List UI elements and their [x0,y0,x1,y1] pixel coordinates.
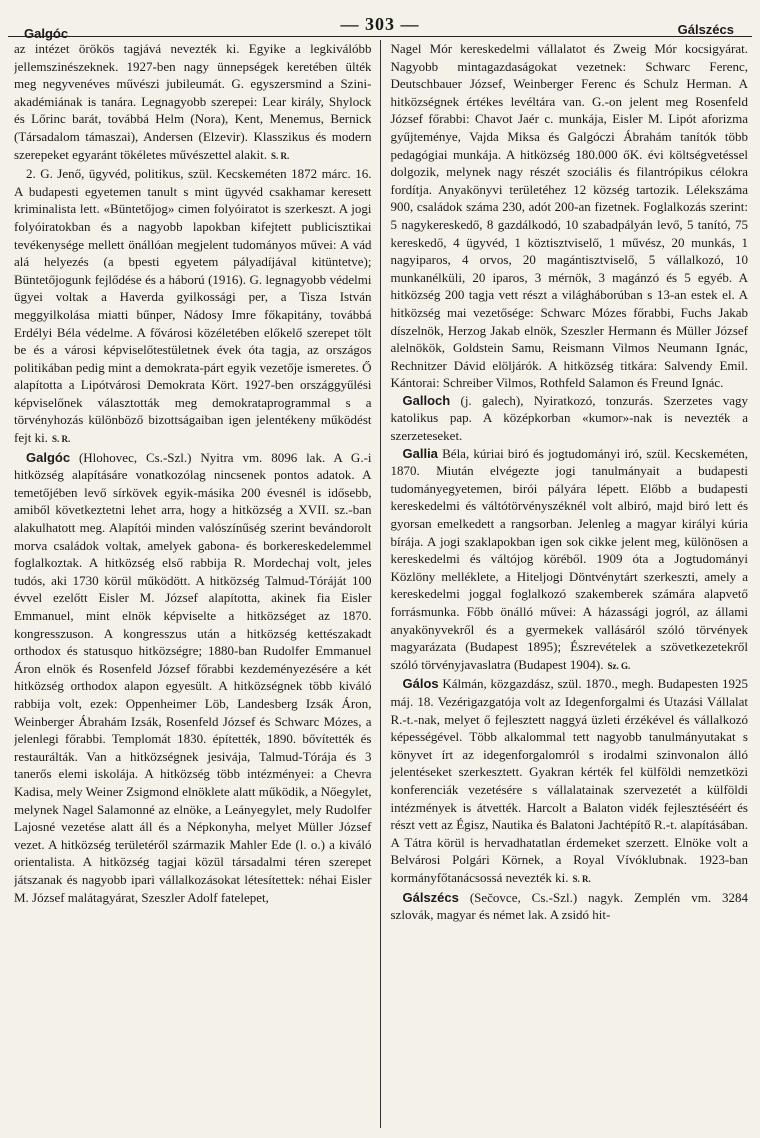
left-column [14,40,380,1128]
entry-text: (j. galech), Nyiratkozó, tonzurás. Szerzetes vagy katolikus pap. A középkorban «kumor»-nak is nevezték a szerzeteseket. [390,392,748,444]
entry [14,165,372,449]
entry-signature: S. R. [572,873,591,884]
entry [391,889,749,924]
entry-text: 2. G. Jenő, ügyvéd, politikus, szül. Kecskeméten 1872 márc. 16. A budapesti egyetemen tanult s mint ügyvéd csakhamar keresett kriminalista lett. «Büntetőjog» cimen folyóiratot is szerkeszt. A jogi folyóiratokban és a nagyobb lapokban kifejtett publicisztikai tevékenysége mellett önállóan megjelent tudományos művei: A vád alá helyezés (a bpesti egyetem pályadíjával kitüntetve); Büntetőjogunk fejlődése és a háború (1916). G. legnagyobb védelmi ügyei voltak a Haverda gyilkossági per, a Tisza István meggyilkolása miatti bűnper, Nádosy Imre főkapitány, továbbá Erdélyi Béla védelme. A fővárosi közéletében előkelő szerepet tölt be és a városi képviselőtestületnek évek óta tagja, az országos politikában pedig mint a demokrata-párt egyik vezetője ismeretes. Ő alapította a Lipótvárosi Demokrata Kört. 1927-ben országgyűlési képviselőnek választották meg demokrataprogrammal s a törvényhozás különböző bizottságaiban igen jelentékeny működést fejt ki. [14,166,372,446]
header-right-keyword: Gálszécs [677,22,734,37]
entry-headword: Gálos [402,676,439,692]
entry-headword: Gálszécs [402,889,459,905]
text-columns [14,40,748,1128]
entry [391,675,749,888]
entry-signature: Sz. G. [607,660,631,671]
header-rule [8,36,752,37]
entry-text: (Hlohovec, Cs.-Szl.) Nyitra vm. 8096 lak. A G.-i hitközség alapításáre vonatkozólag nincsenek pontos adatok. A temetőjében levő sírkövek egyik-másika 200 évesnél is idősebb, amiből következtetni lehet arra, hogy a hitközség a XVII. sz.-ban alakulhatott meg. Alapítói minden valószínűség szerint bevándorolt morva családok voltak, amelyek gabona- és borkereskedelemmel foglalkoztak. A hitközség első rabbija R. Mordechaj volt, jeles tudós, aki 1730 körül működött. A hitközség Talmud-Tóráját 100 évvel ezelőtt Eisler M. József alapította, akinek fia Eisler Emmanuel, mint elnök képviselte a hitközséget az 1870. kongresszuson. A kongresszus után a hitközség kettészakadt orthodox és statusquo hitközségre; 1880-ban Rudolfer Emmanuel Áron elnök és Rosenfeld József főrabbi kezdeményezésére a két hitközség orthodox alapon egyesült. A hitközségnek több kiváló rabbija volt, ezek: Oppenheimer Löb, Landesberg Izsák Áron, Weinberger Ábrahám Izsák, Rosenfeld József és Schwarc Mózes, a jelenlegi főrabbi. Templomát 1830. építették, 1890. bővítették és restaurálták. Van a hitközségnek jesivája, Talmud-Tórája és 3 tanerős elemi iskolája. A hitközség több intézményei: a Chevra Kadisa, mely Weiner Zsigmond elnöklete alatt működik, a Nőegylet, melynek Nagel Salamonné az elnöke, a Leányegylet, mely Rudolfer Lajosné vezetése alatt áll és a Népkonyha, melyet Müller József vezet. A hitközség területéről származik Mahler Ede (l. o.) a kiváló orientalista. A hitközség tagjai közül társadalmi téren szerepet játszanak és nagyobb ipari vállalkozásokat létesítettek: néhai Eisler M. József malátagyárat, Szeszler Adolf fatelepet, [14,449,372,905]
entry-headword: Galgóc [26,449,71,465]
entry-text: Béla, kúriai biró és jogtudományi iró, szül. Kecskeméten, 1870. Miután elvégezte jogi tanulmányait a budapesti tudományegyetemen, birói pályára lépett. Előbb a budapesti kereskedelmi és váltótörvényszéknél volt albiró, majd biró lett és gyorsan emelkedett a rangsorban. Jelenleg a magyar királyi kúria bírája. A jogi szaklapokban igen sok cikke jelent meg, különösen a kereskedelmi és váltójog köréből. 1909 óta a Jogtudományi Közlöny melléklete, a Hiteljogi Döntvénytárt szerkeszti, amely a kereskedelmi joggal foglalkozó szakemberek számára alapvető forrásmunka. Főbb önálló művei: A házassági jogról, az állami anyakönyvekről és a gyermekek vallásáról szóló törvények magyarázata (Budapest 1895); Észrevételek a szövetkezetekről szóló törvényjavaslatra (Budapest 1904). [390,445,748,672]
entry [391,392,749,445]
entry-headword: Gallia [402,445,438,461]
entry-signature: S. R. [271,150,290,161]
right-column [380,40,749,1128]
entry-text: az intézet örökös tagjává nevezték ki. Egyike a legkiválóbb jellemszinészeknek. 1927-ben nagy ünnepségek keretében ülték meg negyvenéves művészi jubileumát. G. egyszersmind a Szini-akadémiának is tanára. Legnagyobb szerepei: Lear király, Shylock és Lőrinc barát, továbbá Helm (Nora), Kent, Menemus, Bernick (Társadalom támaszai), Andersen (Elzevir). Klasszikus és modern szerepeket egyaránt tökéletes művészettel alakit. [14,41,372,162]
entry-text: Nagel Mór kereskedelmi vállalatot és Zweig Mór kocsigyárat. Nagyobb mintagazdaságokat vezetnek: Schwarc Ferenc, Deutschbauer József, Weinberger Ferenc és Schulz Herman. A hitközségnek értékes levéltára van. G.-on jelent meg Rosenfeld József főrabbi: Chavot Jaér c. munkája, Eisler M. Lipót aforizma gyűjteménye, Vajda Miksa és Galgóczi Ábrahám tanítók több pedagógiai munkája. A hitközség 180.000 őK. évi költségvetéssel dolgozik, melynek nagy részét szociális és filantrópikus célokra fordítja. Anyakönyvi területéhez 12 község tartozik. Lélekszáma 900, családok száma 230, adót 200-an fizetnek. Foglalkozás szerint: 5 nagykereskedő, 8 gazdálkodó, 10 szabadpályán levő, 5 tanító, 75 kereskedő, 4 ügyvéd, 1 köztisztviselő, 1 művész, 20 munkás, 1 nagyiparos, 4 orvos, 20 magántisztviselő, 5 vállalkozó, 10 munkanélküli, 20 iparos, 3 mérnök, 3 magánzó és 5 egyéb. A hitközség 200 tagja vett részt a világháborúban s 13-an estek el. A hitközség mai vezetősége: Schwarc Mózes főrabbi, Fuchs Jakab díszelnök, Herzog Jakab elnök, Szeszler Hermann és Müller József alelnökök, Goldstein Samu, Reismann Vilmos Neumann Ignác, Rechnitzer Dávid elöljárók. A hitközség titkára: Salvendy Emil. Kántorai: Schreiber Vilmos, Rothfeld Salamon és Freund Ignác. [390,41,748,391]
entry-signature: S. R. [51,434,71,445]
entry [391,40,749,392]
entry [391,445,749,676]
page-number: — 303 — [340,14,420,34]
entry-text: (Sečovce, Cs.-Szl.) nagyk. Zemplén vm. 3284 szlovák, magyar és német lak. A zsidó hit- [390,889,748,923]
entry [14,449,372,906]
header-left-keyword: Galgóc [24,26,69,41]
entry-text: Kálmán, közgazdász, szül. 1870., megh. Budapesten 1925 máj. 18. Vezérigazgatója volt az Idegenforgalmi és Utazási Vállalat R.-t.-nak, melyet ő fejlesztett naggyá üzleti érzékével és vállalkozó képességével. Több alkalommal tett nagyobb tanulmányutakat s könyvet írt az idegenforgalomról s irodalmi szinvonalon álló jelentéseket szerkesztett. Gyakran kérték fel külföldi nemzetközi konferenciák vezetésére s vállalatainak szervezetét a külföldi intézmények is átvették. Harcolt a Balaton vidék fejlesztéséért és részt vett az Égisz, Nautika és Balatoni Jachtépítő R.-t. alapításában. A Tátra körül is hervadhatatlan érdemeket szerzett. Elnöke volt a Belvárosi Polgári Körnek, a Royal Vívóklubnak. 1923-ban kormányfőtanácsossá nevezték ki. [390,676,748,885]
entry-headword: Galloch [402,392,451,408]
entry [14,40,372,165]
